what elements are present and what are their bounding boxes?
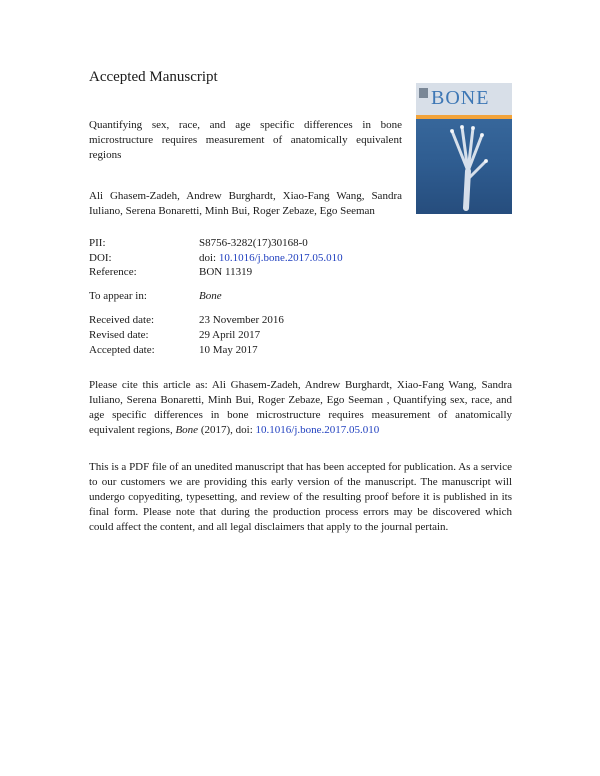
citation-doi-link[interactable]: 10.1016/j.bone.2017.05.010: [255, 424, 380, 436]
accepted-value: 10 May 2017: [199, 344, 258, 356]
page-heading: Accepted Manuscript: [89, 69, 218, 85]
received-label: Received date:: [89, 314, 155, 326]
pii-label: PII:: [89, 237, 106, 249]
revised-value: 29 April 2017: [199, 329, 261, 341]
pii-value: S8756-3282(17)30168-0: [199, 237, 308, 249]
article-title: Quantifying sex, race, and age specific differences in bone microstructure requires measurement of anatomically equivalent regions: [89, 119, 402, 161]
revised-label: Revised date:: [89, 329, 149, 341]
citation-journal: Bone: [175, 424, 199, 436]
cover-journal-name: BONE: [431, 87, 490, 109]
xray-hand-icon: [416, 83, 512, 214]
reference-label: Reference:: [89, 266, 137, 278]
citation-year: (2017), doi:: [200, 424, 253, 436]
author-list: Ali Ghasem-Zadeh, Andrew Burghardt, Xiao-Fang Wang, Sandra Iuliano, Serena Bonaretti, Minh Bui, Roger Zebaze, Ego Seeman: [89, 190, 402, 217]
reference-value: BON 11319: [199, 266, 253, 278]
accepted-label: Accepted date:: [89, 344, 155, 356]
manuscript-notice: This is a PDF file of an unedited manuscript that has been accepted for publication. As a service to our customers we are providing this early version of the manuscript. The manuscript will undergo copyediting, typesetting, and review of the resulting proof before it is published in its final form. Please note that during the production process errors may be discovered which could affect the content, and all legal disclaimers that apply to the journal pertain.: [89, 461, 512, 533]
citation-paragraph: [89, 378, 512, 438]
journal-cover: [416, 83, 512, 214]
appear-label: To appear in:: [89, 290, 147, 302]
doi-link[interactable]: 10.1016/j.bone.2017.05.010: [218, 252, 343, 264]
doi-value-wrap: [199, 251, 343, 266]
appear-value: Bone: [199, 290, 222, 302]
received-value: 23 November 2016: [199, 314, 284, 326]
doi-label: DOI:: [89, 252, 112, 264]
citation-text: Please cite this article as: Ali Ghasem-Zadeh, Andrew Burghardt, Xiao-Fang Wang, Sandra Iuliano, Serena Bonaretti, Minh Bui, Roger Zebaze, Ego Seeman , Quantifying sex, race, and age specific differences in bone microstructure requires measurement of anatomically equivalent regions,: [89, 379, 512, 436]
doi-prefix: doi:: [199, 252, 217, 264]
